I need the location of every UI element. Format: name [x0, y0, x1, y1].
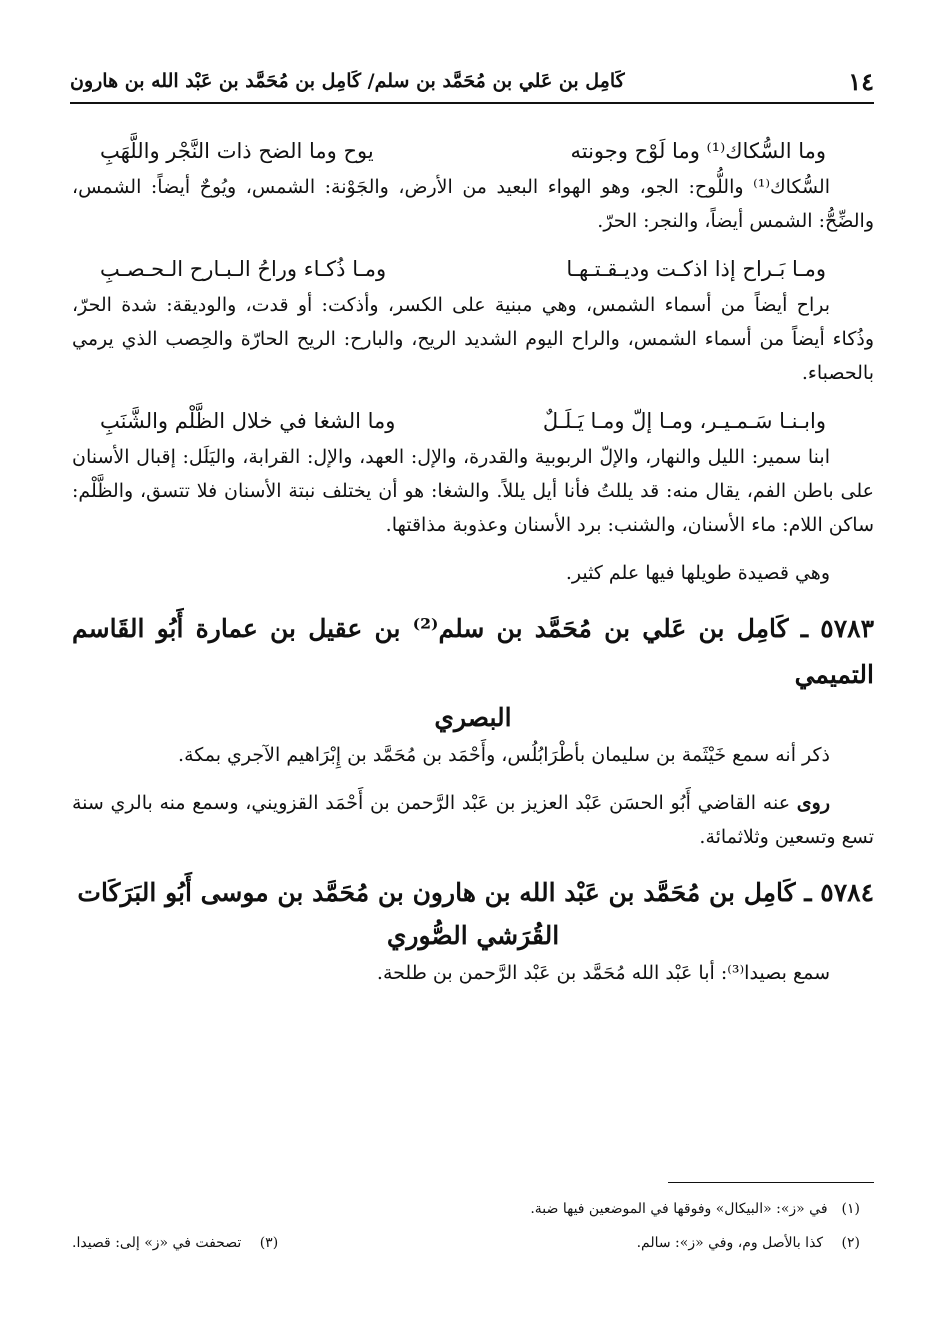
entry-paragraph: سمع بصيدا⁽³⁾: أبا عَبْد الله مُحَمَّد بن عَبْد الرَّحمن بن طلحة. — [376, 962, 830, 984]
entry-heading: ٥٧٨٣ ـ كَامِل بن عَلي بن مُحَمَّد بن سلم⁽²⁾ بن عقيل بن عمارة أَبُو القَاسم التميمي — [72, 614, 874, 689]
running-header — [70, 60, 874, 104]
biography-entry — [72, 870, 874, 990]
footnote-text: في «ز»: «البيكال» وفوقها في الموضعين فيها ضبة. — [530, 1201, 828, 1217]
entry-heading: ٥٧٨٤ ـ كَامِل بن مُحَمَّد بن عَبْد الله بن هارون بن مُحَمَّد بن موسى أَبُو البَرَكَات — [77, 878, 874, 907]
page-number: ١٤ — [848, 66, 874, 96]
header-title: كَامِل بن عَلي بن مُحَمَّد بن سلم/ كَامِل بن مُحَمَّد بن عَبْد الله بن هارون — [70, 70, 625, 92]
footnote — [72, 1192, 860, 1226]
commentary-paragraph: السُّكاك⁽¹⁾ واللُّوح: الجو، وهو الهواء البعيد من الأرض، والجَوْنة: الشمس، ويُوحٌ أيضاً: الشمس، والضِّحُّ: الشمس أيضاً، والنجر: الحرّ. — [72, 176, 874, 232]
paragraph-lead-word: روى — [796, 792, 830, 814]
entry-paragraph: ذكر أنه سمع خَيْثَمة بن سليمان بأطْرَابُلُس، وأَحْمَد بن مُحَمَّد بن إِبْرَاهيم الآجري بمكة. — [178, 744, 830, 766]
footnote-number: (٣) — [259, 1235, 279, 1251]
closing-paragraph: وهي قصيدة طويلها فيها علم كثير. — [565, 562, 830, 584]
verse-first-hemistich: ومـا بَـراح إذا اذكـت وديـقـتـهـا — [566, 257, 826, 281]
entry-paragraph — [72, 786, 874, 854]
verse-line — [72, 252, 874, 286]
footnote-number: (٢) — [841, 1235, 860, 1251]
footnote-number: (١) — [841, 1201, 860, 1217]
footnote-text: كذا بالأصل وم، وفي «ز»: سالم. — [636, 1235, 824, 1251]
verse-first-hemistich: وما السُّكاك⁽¹⁾ وما لَوْح وجونته — [570, 139, 826, 163]
entry-heading-continuation: البصري — [434, 703, 512, 732]
verse-line — [72, 404, 874, 438]
commentary-paragraph: براح أيضاً من أسماء الشمس، وهي مبنية على الكسر، وأذكت: أو قدت، والوديقة: شدة الحرّ، وذُكاء أيضاً من أسماء الشمس، والراح اليوم الشديد الريح، والبارح: الريح الحارّة والحِصب الذي يرمي بالحصباء. — [72, 294, 874, 384]
verse-line — [72, 134, 874, 168]
footnote — [637, 1226, 860, 1260]
verse-second-hemistich: وما الشغا في خلال الظَّلْم والشَّنَبِ — [100, 409, 396, 433]
commentary-paragraph: ابنا سمير: الليل والنهار، والإلّ الربوبية والقدرة، والإل: العهد، والإل: القرابة، واليَلَل: إقبال الأسنان على باطن الفم، يقال منه: قد يللتُ فأنا أيل يللاً. والشغا: هو أن يختلف نبتة الأسنان فلا تتسق، والظَّلْم: ساكن اللام: ماء الأسنان، والشنب: برد الأسنان وعذوبة مذاقتها. — [72, 446, 874, 536]
biography-entry — [72, 606, 874, 854]
verse-second-hemistich: يوح وما الضح ذات النَّجْر واللَّهَبِ — [100, 139, 374, 163]
footnote-row — [72, 1226, 860, 1260]
verse-first-hemistich: وابـنـا سَـمـيـر، ومـا إلّ ومـا يَـلَـلٌ — [542, 409, 826, 433]
footnote-text: تصحفت في «ز» إلى: قصيدا. — [72, 1235, 242, 1251]
paragraph-text: عنه القاضي أَبُو الحسَن عَبْد العزيز بن عَبْد الرَّحمن بن أَحْمَد القزويني، وسمع منه بالري سنة تسع وتسعين وثلاثمائة. — [72, 792, 874, 848]
entry-heading-continuation: القُرَشي الصُّوري — [386, 921, 560, 950]
footnote-divider — [668, 1182, 874, 1183]
footnotes — [72, 1192, 860, 1260]
verse-second-hemistich: ومـا ذُكـاء وراحُ الـبـارح الـحـصـبِ — [100, 257, 387, 281]
footnote — [72, 1226, 278, 1260]
main-text — [72, 128, 874, 990]
